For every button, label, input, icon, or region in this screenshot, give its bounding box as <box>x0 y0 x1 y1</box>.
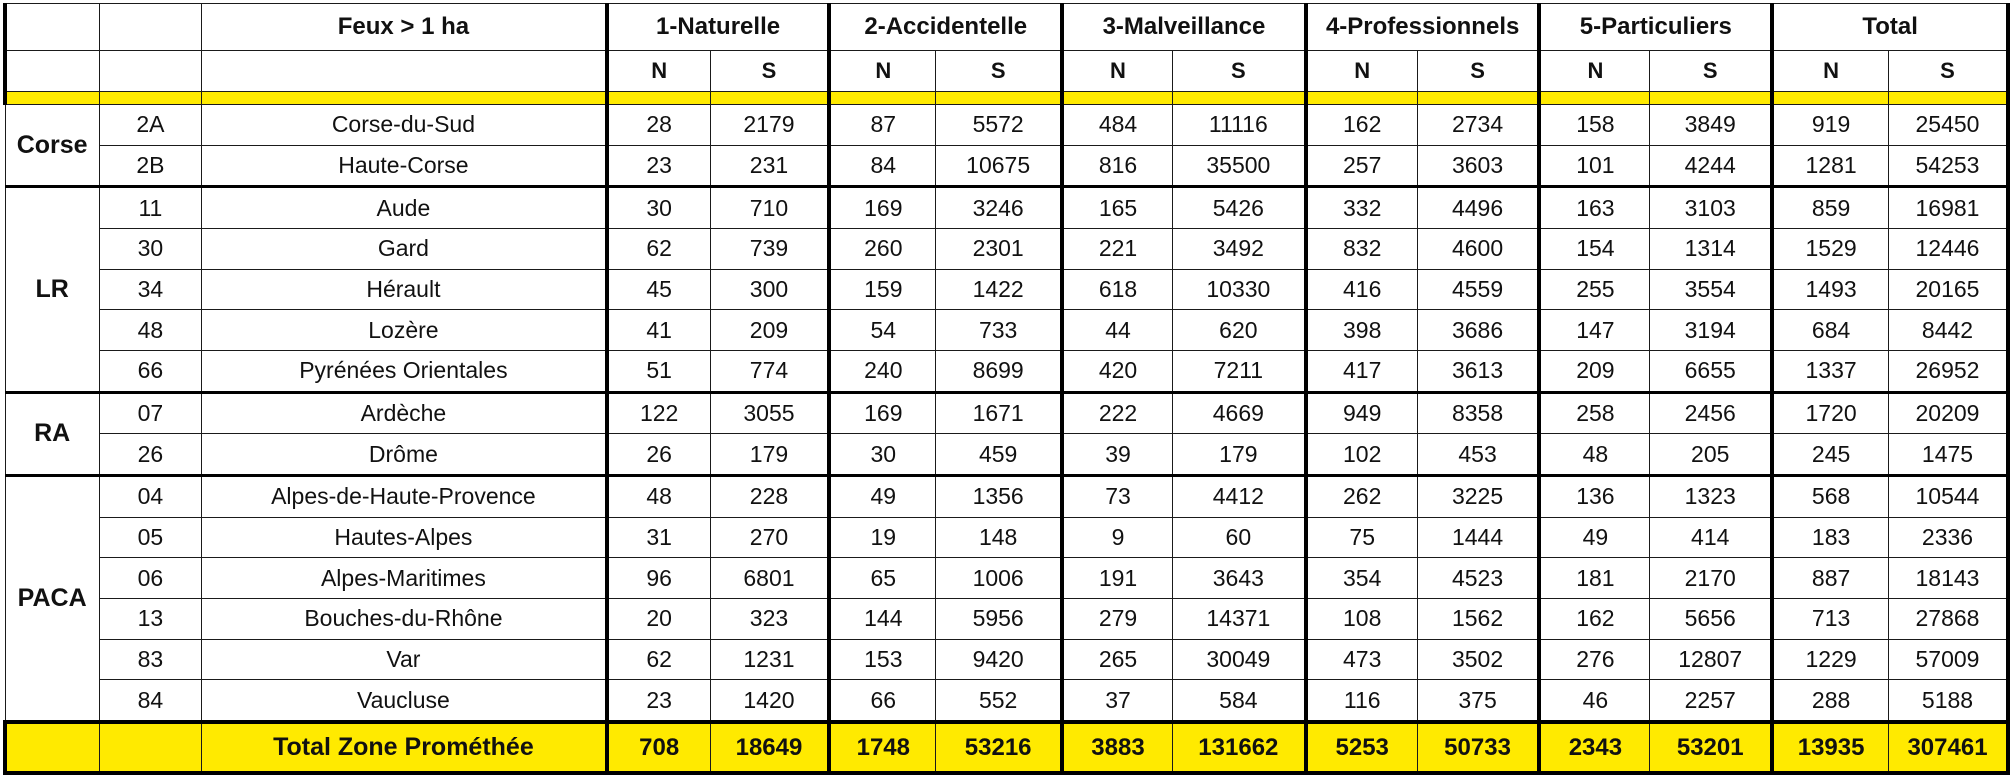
burned-area-cell: 414 <box>1650 517 1772 558</box>
department-code: 2A <box>99 105 201 146</box>
burned-area-cell: 4669 <box>1172 392 1305 434</box>
burned-area-cell: 228 <box>710 475 829 517</box>
burned-area-cell: 1006 <box>936 558 1062 599</box>
subheader-n-count: N <box>1306 51 1417 92</box>
fire-count-cell: 48 <box>1539 434 1649 476</box>
department-code: 2B <box>99 145 201 187</box>
fire-count-cell: 618 <box>1062 269 1172 310</box>
header-sub-blank <box>202 51 607 92</box>
burned-area-cell: 4559 <box>1417 269 1539 310</box>
burned-area-cell: 1444 <box>1417 517 1539 558</box>
burned-area-cell: 12807 <box>1650 639 1772 680</box>
burned-area-cell: 4496 <box>1417 187 1539 229</box>
column-group-malveillance: 3-Malveillance <box>1062 4 1306 51</box>
fire-count-cell: 417 <box>1306 350 1417 392</box>
burned-area-cell: 5572 <box>936 105 1062 146</box>
fire-count-cell: 832 <box>1306 229 1417 270</box>
burned-area-cell: 739 <box>710 229 829 270</box>
region-label: Corse <box>5 105 99 187</box>
burned-area-cell: 179 <box>710 434 829 476</box>
subheader-n-count: N <box>1062 51 1172 92</box>
fire-count-cell: 332 <box>1306 187 1417 229</box>
department-name: Aude <box>202 187 607 229</box>
fire-count-cell: 859 <box>1772 187 1888 229</box>
department-code: 66 <box>99 350 201 392</box>
subheader-s-count: S <box>710 51 829 92</box>
department-code: 84 <box>99 680 201 722</box>
burned-area-cell: 6801 <box>710 558 829 599</box>
burned-area-cell: 300 <box>710 269 829 310</box>
burned-area-cell: 3103 <box>1650 187 1772 229</box>
column-group-total: Total <box>1772 4 2008 51</box>
burned-area-cell: 179 <box>1172 434 1305 476</box>
highlight-strip-cell <box>5 92 99 105</box>
subheader-n-count: N <box>829 51 935 92</box>
total-count-cell: 708 <box>607 722 710 773</box>
burned-area-cell: 5426 <box>1172 187 1305 229</box>
fire-count-cell: 9 <box>1062 517 1172 558</box>
table-row <box>5 392 2008 434</box>
fire-count-cell: 473 <box>1306 639 1417 680</box>
table-row <box>5 558 2008 599</box>
department-name: Hérault <box>202 269 607 310</box>
burned-area-cell: 6655 <box>1650 350 1772 392</box>
highlight-strip-cell <box>1172 92 1305 105</box>
fire-count-cell: 20 <box>607 598 710 639</box>
fire-count-cell: 1229 <box>1772 639 1888 680</box>
burned-area-cell: 2179 <box>710 105 829 146</box>
fire-count-cell: 37 <box>1062 680 1172 722</box>
burned-area-cell: 1422 <box>936 269 1062 310</box>
highlight-strip-cell <box>1306 92 1417 105</box>
highlight-strip-cell <box>829 92 935 105</box>
fire-count-cell: 416 <box>1306 269 1417 310</box>
fire-count-cell: 54 <box>829 310 935 351</box>
fire-count-cell: 39 <box>1062 434 1172 476</box>
burned-area-cell: 26952 <box>1889 350 2008 392</box>
fire-count-cell: 73 <box>1062 475 1172 517</box>
burned-area-cell: 10330 <box>1172 269 1305 310</box>
fire-count-cell: 23 <box>607 680 710 722</box>
fire-count-cell: 136 <box>1539 475 1649 517</box>
burned-area-cell: 2336 <box>1889 517 2008 558</box>
fire-count-cell: 1337 <box>1772 350 1888 392</box>
burned-area-cell: 7211 <box>1172 350 1305 392</box>
burned-area-cell: 3554 <box>1650 269 1772 310</box>
highlight-strip-cell <box>202 92 607 105</box>
header-highlight-strip <box>5 92 2008 105</box>
table-body <box>5 105 2008 723</box>
department-name: Haute-Corse <box>202 145 607 187</box>
fire-count-cell: 262 <box>1306 475 1417 517</box>
burned-area-cell: 1231 <box>710 639 829 680</box>
burned-area-cell: 209 <box>710 310 829 351</box>
table-title: Feux > 1 ha <box>202 4 607 51</box>
highlight-strip-cell <box>710 92 829 105</box>
table-row <box>5 434 2008 476</box>
header-sub-row <box>5 51 2008 92</box>
fire-count-cell: 258 <box>1539 392 1649 434</box>
fire-count-cell: 257 <box>1306 145 1417 187</box>
fire-count-cell: 420 <box>1062 350 1172 392</box>
fire-count-cell: 169 <box>829 187 935 229</box>
subheader-s-count: S <box>936 51 1062 92</box>
fire-count-cell: 265 <box>1062 639 1172 680</box>
fire-count-cell: 279 <box>1062 598 1172 639</box>
burned-area-cell: 323 <box>710 598 829 639</box>
burned-area-cell: 231 <box>710 145 829 187</box>
burned-area-cell: 5656 <box>1650 598 1772 639</box>
fires-table <box>3 3 2010 775</box>
table-row <box>5 350 2008 392</box>
burned-area-cell: 3246 <box>936 187 1062 229</box>
burned-area-cell: 1671 <box>936 392 1062 434</box>
total-count-cell: 13935 <box>1772 722 1888 773</box>
total-blank-code <box>99 722 201 773</box>
department-name: Pyrénées Orientales <box>202 350 607 392</box>
burned-area-cell: 8358 <box>1417 392 1539 434</box>
fire-count-cell: 144 <box>829 598 935 639</box>
burned-area-cell: 3603 <box>1417 145 1539 187</box>
fire-count-cell: 30 <box>607 187 710 229</box>
fire-count-cell: 154 <box>1539 229 1649 270</box>
department-code: 07 <box>99 392 201 434</box>
burned-area-cell: 20209 <box>1889 392 2008 434</box>
burned-area-cell: 2301 <box>936 229 1062 270</box>
burned-area-cell: 30049 <box>1172 639 1305 680</box>
fires-table-container <box>3 3 2010 775</box>
department-name: Gard <box>202 229 607 270</box>
burned-area-cell: 1356 <box>936 475 1062 517</box>
department-code: 13 <box>99 598 201 639</box>
total-label: Total Zone Prométhée <box>202 722 607 773</box>
fire-count-cell: 46 <box>1539 680 1649 722</box>
department-name: Ardèche <box>202 392 607 434</box>
fire-count-cell: 162 <box>1306 105 1417 146</box>
department-code: 34 <box>99 269 201 310</box>
region-label: RA <box>5 392 99 475</box>
department-name: Vaucluse <box>202 680 607 722</box>
total-count-cell: 3883 <box>1062 722 1172 773</box>
burned-area-cell: 3643 <box>1172 558 1305 599</box>
fire-count-cell: 568 <box>1772 475 1888 517</box>
burned-area-cell: 4412 <box>1172 475 1305 517</box>
table-row <box>5 105 2008 146</box>
burned-area-cell: 3055 <box>710 392 829 434</box>
total-area-cell: 307461 <box>1889 722 2008 773</box>
fire-count-cell: 181 <box>1539 558 1649 599</box>
department-name: Alpes-de-Haute-Provence <box>202 475 607 517</box>
fire-count-cell: 45 <box>607 269 710 310</box>
burned-area-cell: 620 <box>1172 310 1305 351</box>
total-count-cell: 1748 <box>829 722 935 773</box>
department-code: 06 <box>99 558 201 599</box>
fire-count-cell: 116 <box>1306 680 1417 722</box>
fire-count-cell: 101 <box>1539 145 1649 187</box>
fire-count-cell: 1529 <box>1772 229 1888 270</box>
fire-count-cell: 240 <box>829 350 935 392</box>
burned-area-cell: 1323 <box>1650 475 1772 517</box>
fire-count-cell: 713 <box>1772 598 1888 639</box>
highlight-strip-cell <box>1650 92 1772 105</box>
burned-area-cell: 2456 <box>1650 392 1772 434</box>
department-name: Drôme <box>202 434 607 476</box>
fire-count-cell: 62 <box>607 639 710 680</box>
fire-count-cell: 30 <box>829 434 935 476</box>
fire-count-cell: 949 <box>1306 392 1417 434</box>
burned-area-cell: 1314 <box>1650 229 1772 270</box>
subheader-s-count: S <box>1889 51 2008 92</box>
fire-count-cell: 87 <box>829 105 935 146</box>
fire-count-cell: 162 <box>1539 598 1649 639</box>
fire-count-cell: 102 <box>1306 434 1417 476</box>
fire-count-cell: 255 <box>1539 269 1649 310</box>
burned-area-cell: 4523 <box>1417 558 1539 599</box>
department-code: 48 <box>99 310 201 351</box>
department-code: 11 <box>99 187 201 229</box>
total-blank-region <box>5 722 99 773</box>
column-group-professionnels: 4-Professionnels <box>1306 4 1540 51</box>
highlight-strip-cell <box>1772 92 1888 105</box>
header-blank-code <box>99 4 201 51</box>
fire-count-cell: 169 <box>829 392 935 434</box>
region-label: LR <box>5 187 99 392</box>
burned-area-cell: 20165 <box>1889 269 2008 310</box>
burned-area-cell: 27868 <box>1889 598 2008 639</box>
fire-count-cell: 26 <box>607 434 710 476</box>
burned-area-cell: 8699 <box>936 350 1062 392</box>
burned-area-cell: 8442 <box>1889 310 2008 351</box>
burned-area-cell: 5956 <box>936 598 1062 639</box>
fire-count-cell: 260 <box>829 229 935 270</box>
fire-count-cell: 484 <box>1062 105 1172 146</box>
fire-count-cell: 28 <box>607 105 710 146</box>
header-blank-region <box>5 4 99 51</box>
fire-count-cell: 163 <box>1539 187 1649 229</box>
table-row <box>5 145 2008 187</box>
column-group-naturelle: 1-Naturelle <box>607 4 830 51</box>
burned-area-cell: 35500 <box>1172 145 1305 187</box>
total-area-cell: 53201 <box>1650 722 1772 773</box>
fire-count-cell: 65 <box>829 558 935 599</box>
department-name: Bouches-du-Rhône <box>202 598 607 639</box>
table-row <box>5 598 2008 639</box>
fire-count-cell: 48 <box>607 475 710 517</box>
table-row <box>5 229 2008 270</box>
table-row <box>5 680 2008 722</box>
fire-count-cell: 159 <box>829 269 935 310</box>
burned-area-cell: 774 <box>710 350 829 392</box>
total-row <box>5 722 2008 773</box>
burned-area-cell: 57009 <box>1889 639 2008 680</box>
burned-area-cell: 375 <box>1417 680 1539 722</box>
burned-area-cell: 148 <box>936 517 1062 558</box>
fire-count-cell: 49 <box>829 475 935 517</box>
total-area-cell: 131662 <box>1172 722 1305 773</box>
highlight-strip-cell <box>1539 92 1649 105</box>
department-name: Var <box>202 639 607 680</box>
burned-area-cell: 3502 <box>1417 639 1539 680</box>
table-row <box>5 310 2008 351</box>
department-name: Hautes-Alpes <box>202 517 607 558</box>
fire-count-cell: 191 <box>1062 558 1172 599</box>
burned-area-cell: 4600 <box>1417 229 1539 270</box>
burned-area-cell: 25450 <box>1889 105 2008 146</box>
fire-count-cell: 23 <box>607 145 710 187</box>
department-code: 30 <box>99 229 201 270</box>
fire-count-cell: 62 <box>607 229 710 270</box>
highlight-strip-cell <box>1417 92 1539 105</box>
fire-count-cell: 354 <box>1306 558 1417 599</box>
subheader-n-count: N <box>607 51 710 92</box>
fire-count-cell: 887 <box>1772 558 1888 599</box>
department-name: Lozère <box>202 310 607 351</box>
burned-area-cell: 10675 <box>936 145 1062 187</box>
subheader-n-count: N <box>1539 51 1649 92</box>
burned-area-cell: 3194 <box>1650 310 1772 351</box>
fire-count-cell: 288 <box>1772 680 1888 722</box>
burned-area-cell: 3613 <box>1417 350 1539 392</box>
highlight-strip-cell <box>936 92 1062 105</box>
fire-count-cell: 183 <box>1772 517 1888 558</box>
header-sub-blank <box>5 51 99 92</box>
burned-area-cell: 12446 <box>1889 229 2008 270</box>
department-name: Corse-du-Sud <box>202 105 607 146</box>
highlight-strip-cell <box>1889 92 2008 105</box>
fire-count-cell: 66 <box>829 680 935 722</box>
burned-area-cell: 60 <box>1172 517 1305 558</box>
department-code: 05 <box>99 517 201 558</box>
fire-count-cell: 41 <box>607 310 710 351</box>
region-label: PACA <box>5 475 99 722</box>
burned-area-cell: 54253 <box>1889 145 2008 187</box>
burned-area-cell: 2257 <box>1650 680 1772 722</box>
burned-area-cell: 10544 <box>1889 475 2008 517</box>
burned-area-cell: 552 <box>936 680 1062 722</box>
burned-area-cell: 270 <box>710 517 829 558</box>
highlight-strip-cell <box>607 92 710 105</box>
total-area-cell: 50733 <box>1417 722 1539 773</box>
fire-count-cell: 153 <box>829 639 935 680</box>
total-count-cell: 5253 <box>1306 722 1417 773</box>
total-area-cell: 18649 <box>710 722 829 773</box>
department-code: 83 <box>99 639 201 680</box>
fire-count-cell: 919 <box>1772 105 1888 146</box>
burned-area-cell: 1420 <box>710 680 829 722</box>
burned-area-cell: 3492 <box>1172 229 1305 270</box>
fire-count-cell: 221 <box>1062 229 1172 270</box>
table-row <box>5 187 2008 229</box>
fire-count-cell: 684 <box>1772 310 1888 351</box>
fire-count-cell: 222 <box>1062 392 1172 434</box>
fire-count-cell: 51 <box>607 350 710 392</box>
total-area-cell: 53216 <box>936 722 1062 773</box>
burned-area-cell: 9420 <box>936 639 1062 680</box>
fire-count-cell: 108 <box>1306 598 1417 639</box>
total-count-cell: 2343 <box>1539 722 1649 773</box>
fire-count-cell: 816 <box>1062 145 1172 187</box>
burned-area-cell: 3686 <box>1417 310 1539 351</box>
burned-area-cell: 3225 <box>1417 475 1539 517</box>
table-row <box>5 475 2008 517</box>
fire-count-cell: 84 <box>829 145 935 187</box>
table-row <box>5 639 2008 680</box>
subheader-s-count: S <box>1650 51 1772 92</box>
fire-count-cell: 147 <box>1539 310 1649 351</box>
burned-area-cell: 11116 <box>1172 105 1305 146</box>
table-row <box>5 517 2008 558</box>
subheader-s-count: S <box>1172 51 1305 92</box>
burned-area-cell: 2170 <box>1650 558 1772 599</box>
subheader-s-count: S <box>1417 51 1539 92</box>
fire-count-cell: 209 <box>1539 350 1649 392</box>
subheader-n-count: N <box>1772 51 1888 92</box>
burned-area-cell: 710 <box>710 187 829 229</box>
burned-area-cell: 733 <box>936 310 1062 351</box>
fire-count-cell: 245 <box>1772 434 1888 476</box>
fire-count-cell: 49 <box>1539 517 1649 558</box>
burned-area-cell: 205 <box>1650 434 1772 476</box>
burned-area-cell: 1475 <box>1889 434 2008 476</box>
burned-area-cell: 2734 <box>1417 105 1539 146</box>
department-code: 04 <box>99 475 201 517</box>
fire-count-cell: 398 <box>1306 310 1417 351</box>
fire-count-cell: 96 <box>607 558 710 599</box>
burned-area-cell: 5188 <box>1889 680 2008 722</box>
department-code: 26 <box>99 434 201 476</box>
fire-count-cell: 75 <box>1306 517 1417 558</box>
burned-area-cell: 453 <box>1417 434 1539 476</box>
burned-area-cell: 14371 <box>1172 598 1305 639</box>
burned-area-cell: 459 <box>936 434 1062 476</box>
fire-count-cell: 276 <box>1539 639 1649 680</box>
column-group-particuliers: 5-Particuliers <box>1539 4 1772 51</box>
burned-area-cell: 3849 <box>1650 105 1772 146</box>
fire-count-cell: 158 <box>1539 105 1649 146</box>
column-group-accidentelle: 2-Accidentelle <box>829 4 1062 51</box>
fire-count-cell: 31 <box>607 517 710 558</box>
burned-area-cell: 4244 <box>1650 145 1772 187</box>
table-header <box>5 4 2008 105</box>
department-name: Alpes-Maritimes <box>202 558 607 599</box>
burned-area-cell: 16981 <box>1889 187 2008 229</box>
fire-count-cell: 165 <box>1062 187 1172 229</box>
fire-count-cell: 1720 <box>1772 392 1888 434</box>
highlight-strip-cell <box>1062 92 1172 105</box>
fire-count-cell: 44 <box>1062 310 1172 351</box>
header-group-row <box>5 4 2008 51</box>
burned-area-cell: 18143 <box>1889 558 2008 599</box>
fire-count-cell: 19 <box>829 517 935 558</box>
fire-count-cell: 1493 <box>1772 269 1888 310</box>
fire-count-cell: 122 <box>607 392 710 434</box>
burned-area-cell: 584 <box>1172 680 1305 722</box>
table-row <box>5 269 2008 310</box>
fire-count-cell: 1281 <box>1772 145 1888 187</box>
burned-area-cell: 1562 <box>1417 598 1539 639</box>
header-sub-blank <box>99 51 201 92</box>
highlight-strip-cell <box>99 92 201 105</box>
